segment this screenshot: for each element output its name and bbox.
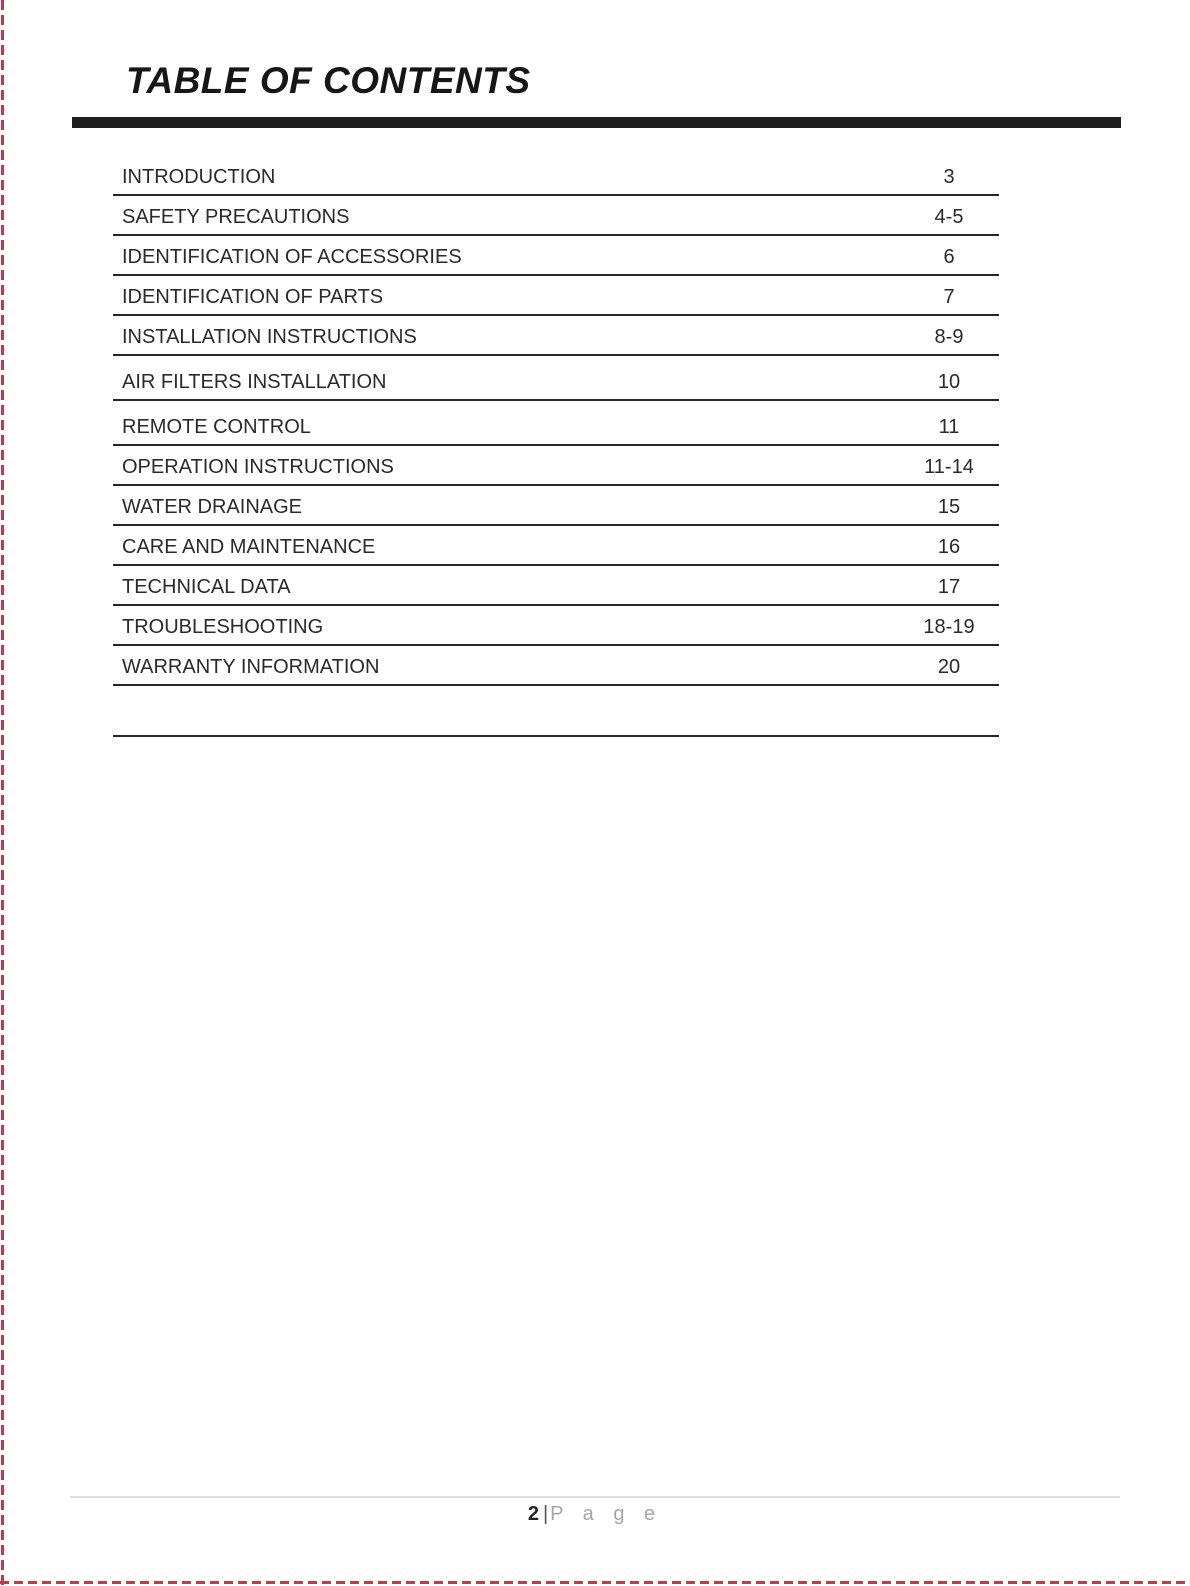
toc-entry-label: WARRANTY INFORMATION bbox=[122, 656, 380, 678]
toc-entry bbox=[113, 526, 999, 566]
toc-entry bbox=[113, 606, 999, 646]
toc-entry-pages: 17 bbox=[937, 576, 961, 598]
toc-entry-label: INTRODUCTION bbox=[122, 166, 276, 188]
toc-entry bbox=[113, 276, 999, 316]
toc-list bbox=[113, 156, 999, 737]
toc-entry bbox=[113, 236, 999, 276]
toc-entry-pages: 20 bbox=[937, 656, 961, 678]
toc-entry-pages: 6 bbox=[943, 246, 955, 268]
toc-entry-pages: 18-19 bbox=[923, 616, 975, 638]
toc-entry-pages: 8-9 bbox=[934, 326, 964, 348]
left-dashed-border bbox=[1, 0, 4, 1586]
toc-entry-label: REMOTE CONTROL bbox=[122, 416, 311, 438]
toc-entry bbox=[113, 196, 999, 236]
toc-entry bbox=[113, 316, 999, 356]
title-rule bbox=[72, 117, 1121, 128]
toc-empty-line bbox=[113, 686, 999, 737]
toc-entry-label: OPERATION INSTRUCTIONS bbox=[122, 456, 394, 478]
toc-entry-label: IDENTIFICATION OF ACCESSORIES bbox=[122, 246, 462, 268]
toc-entry bbox=[113, 361, 999, 401]
toc-entry bbox=[113, 406, 999, 446]
toc-entry-label: SAFETY PRECAUTIONS bbox=[122, 206, 350, 228]
bottom-dashed-border bbox=[0, 1581, 1190, 1584]
toc-entry-label: TROUBLESHOOTING bbox=[122, 616, 324, 638]
page-footer bbox=[70, 1496, 1120, 1526]
toc-entry-pages: 10 bbox=[937, 371, 961, 393]
toc-entry bbox=[113, 446, 999, 486]
toc-entry-pages: 11-14 bbox=[924, 456, 974, 478]
toc-entry-pages: 3 bbox=[943, 166, 955, 188]
toc-entry-label: WATER DRAINAGE bbox=[122, 496, 303, 518]
toc-entry-pages: 15 bbox=[937, 496, 961, 518]
toc-entry-pages: 11 bbox=[938, 416, 960, 438]
page-title: TABLE OF CONTENTS bbox=[126, 60, 531, 101]
toc-entry-pages: 7 bbox=[943, 286, 955, 308]
toc-entry-label: IDENTIFICATION OF PARTS bbox=[122, 286, 384, 308]
footer-separator: | bbox=[542, 1503, 549, 1525]
toc-entry-label: TECHNICAL DATA bbox=[122, 576, 291, 598]
toc-entry-pages: 4-5 bbox=[934, 206, 964, 228]
toc-entry bbox=[113, 156, 999, 196]
toc-entry-pages: 16 bbox=[937, 536, 961, 558]
footer-page-label: P a g e bbox=[550, 1503, 663, 1525]
footer-page-number: 2 bbox=[527, 1503, 539, 1525]
toc-entry-label: AIR FILTERS INSTALLATION bbox=[122, 371, 387, 393]
toc-entry-label: INSTALLATION INSTRUCTIONS bbox=[122, 326, 417, 348]
toc-entry bbox=[113, 486, 999, 526]
toc-entry bbox=[113, 646, 999, 686]
toc-entry bbox=[113, 566, 999, 606]
toc-entry-label: CARE AND MAINTENANCE bbox=[122, 536, 376, 558]
